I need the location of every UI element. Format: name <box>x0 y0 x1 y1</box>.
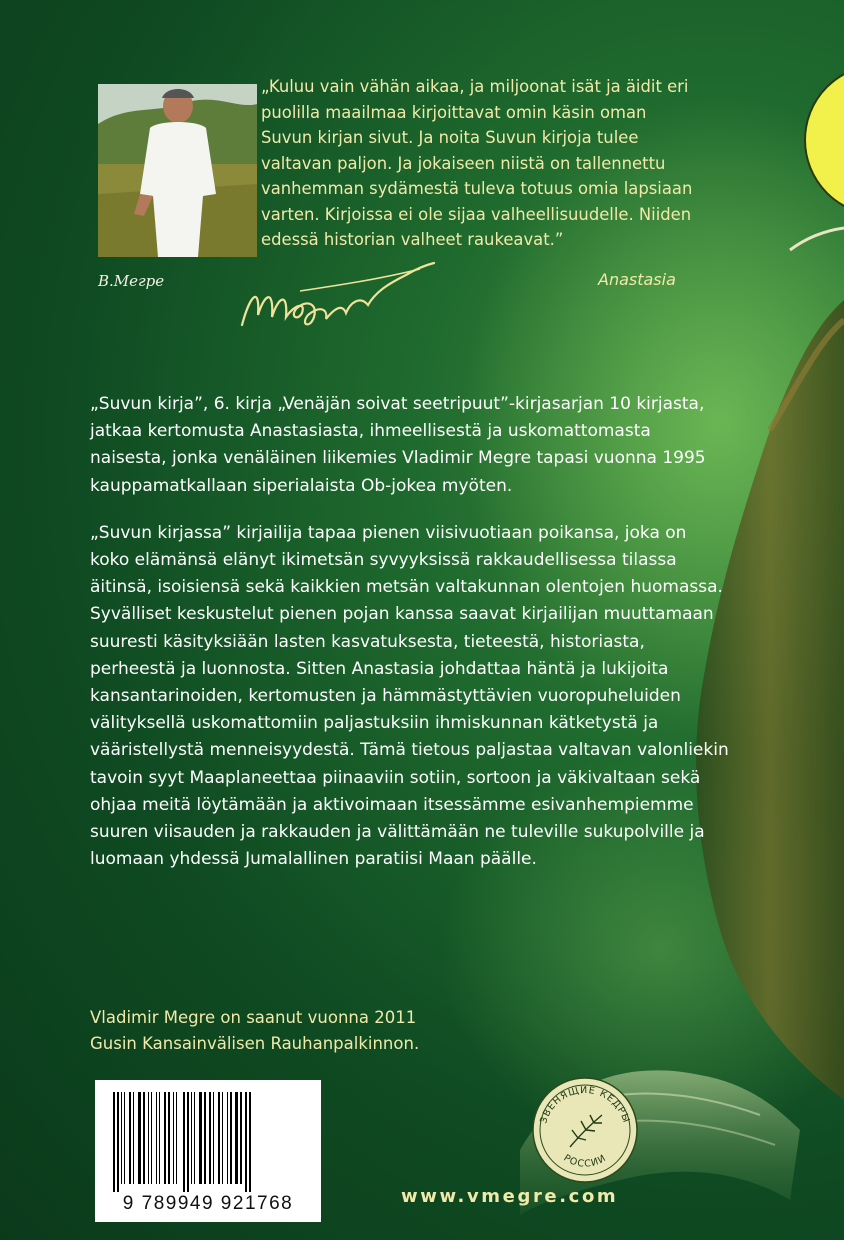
author-signature <box>230 255 440 335</box>
barcode-bar <box>124 1092 125 1184</box>
barcode-bar <box>156 1092 157 1184</box>
barcode-bar <box>129 1092 131 1184</box>
barcode-bar <box>133 1092 134 1184</box>
quote-author: Anastasia <box>598 270 676 289</box>
barcode-bar <box>194 1092 195 1184</box>
barcode-bar <box>138 1092 141 1184</box>
author-photo <box>98 84 257 257</box>
barcode-number: 9 789949 921768 <box>122 1193 294 1214</box>
barcode-bar <box>227 1092 228 1184</box>
barcode-bar <box>159 1092 160 1184</box>
award-note <box>90 1005 590 1057</box>
barcode-bar <box>204 1092 206 1184</box>
barcode-bar <box>117 1092 119 1192</box>
description-paragraph: „Suvun kirjassa” kirjailija tapaa pienen viisivuotiaan poikansa, joka on koko elämänsä elänyt ikimetsän syvyyksissä rakkaudellisessa tilassa äitinsä, isoisiensä sekä kaikkien metsän valtakunnan olentojen huomassa. Syvälliset keskustelut pienen pojan kanssa saavat kirjailijan muuttamaan suuresti käsityksiään lasten kasvatuksesta, tieteestä, historiasta, perheestä ja luonnosta. Sitten Anastasia johdattaa häntä ja lukijoita kansantarinoiden, kertomusten ja hämmästyttävien vuoropuheluiden välityksellä uskomattomiin paljastuksiin ihmiskunnan kätketystä ja vääristellystä menneisyydestä. Tämä tietous paljastaa valtavan valonliekin tavoin syyt Maaplaneettaa piinaaviin sotiin, sortoon ja väkivaltaan sekä ohjaa meitä löytämään ja aktivoimaan itsessämme esivanhempiemme suuren viisauden ja rakkauden ja välittämään ne tuleville sukupolville ja luomaan yhdessä Jumalallinen paratiisi Maan päälle. <box>90 522 729 870</box>
barcode-bar <box>113 1092 115 1192</box>
barcode-bar <box>209 1092 211 1184</box>
barcode-bar <box>191 1092 192 1184</box>
photo-caption: В.Мегре <box>98 272 165 290</box>
barcode-bar <box>121 1092 122 1184</box>
barcode-bar <box>249 1092 251 1192</box>
quote-text: „Kuluu vain vähän aikaa, ja miljoonat isät ja äidit eri puolilla maailmaa kirjoittavat omin käsin oman Suvun kirjan sivut. Ja noita Suvun kirjoja tulee valtavan paljon. Ja jokaiseen niistä on tallennettu vanhemman sydämestä tuleva totuus omia lapsiaan varten. Kirjoissa ei ole sijaa valheellisuudelle. Niiden edessä historian valheet raukeavat.” <box>261 77 693 249</box>
barcode-bar <box>176 1092 177 1184</box>
publisher-logo <box>530 1075 640 1185</box>
barcode-bar <box>164 1092 166 1184</box>
barcode-bar <box>199 1092 202 1184</box>
barcode-bar <box>151 1092 152 1184</box>
barcode-bar <box>235 1092 238 1184</box>
barcode <box>95 1080 321 1222</box>
logo-text-top: ЗВЕНЯЩИЕ КЕДРЫ <box>538 1084 632 1125</box>
book-description <box>90 391 730 893</box>
barcode-bar <box>213 1092 214 1184</box>
barcode-bar <box>143 1092 145 1184</box>
barcode-bar <box>168 1092 170 1184</box>
barcode-bar <box>245 1092 247 1192</box>
barcode-bar <box>230 1092 232 1184</box>
barcode-bar <box>222 1092 223 1184</box>
website-url: www.vmegre.com <box>401 1186 619 1207</box>
barcode-bar <box>187 1092 189 1192</box>
award-line: Vladimir Megre on saanut vuonna 2011 <box>90 1008 417 1027</box>
barcode-bar <box>183 1092 185 1192</box>
award-line: Gusin Kansainvälisen Rauhanpalkinnon. <box>90 1034 420 1053</box>
barcode-bar <box>218 1092 220 1184</box>
barcode-bar <box>148 1092 149 1184</box>
description-paragraph: „Suvun kirja”, 6. kirja „Venäjän soivat seetripuut”-kirjasarjan 10 kirjasta, jatkaa kertomusta Anastasiasta, ihmeellisestä ja uskomattomasta naisesta, jonka venäläinen liikemies Vladimir Megre tapasi vuonna 1995 kauppamatkallaan siperialaista Ob-jokea myöten. <box>90 394 706 496</box>
barcode-bar <box>173 1092 174 1184</box>
barcode-bars <box>109 1092 307 1192</box>
barcode-bar <box>240 1092 242 1184</box>
logo-text-bottom: РОССИИ <box>561 1152 609 1170</box>
